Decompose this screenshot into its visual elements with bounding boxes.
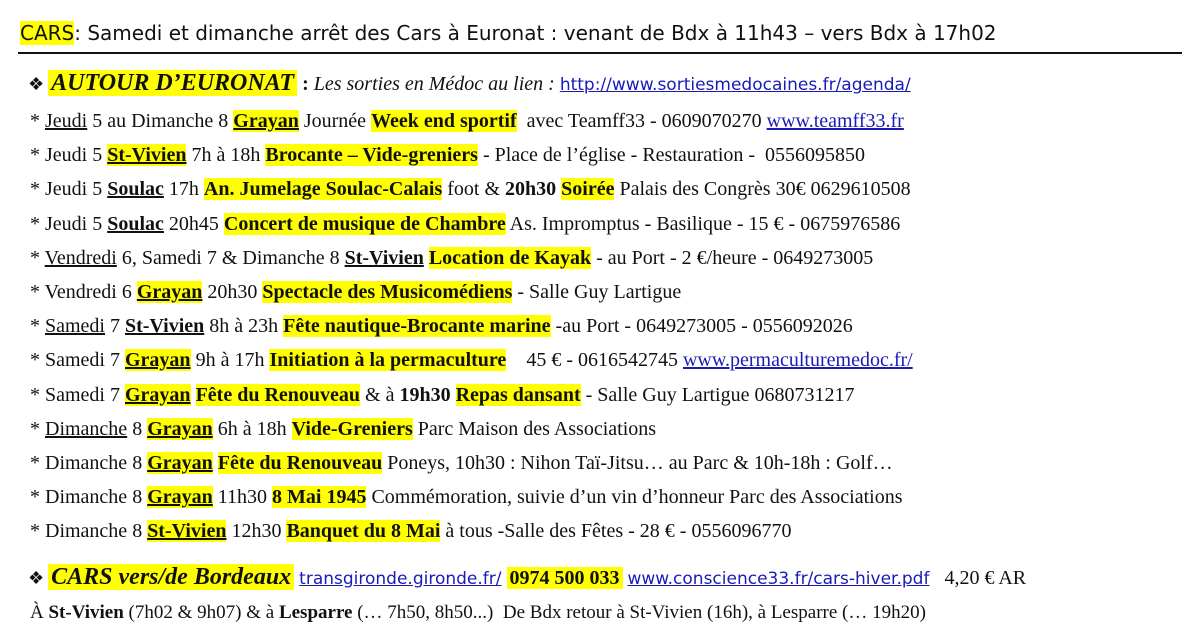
event-text: 20h30	[505, 178, 557, 201]
event-text: 19h30	[399, 383, 451, 406]
schedule-text-b: (7h02 & 9h07) & à	[123, 602, 279, 623]
event-text: - Salle Guy Lartigue 0680731217	[580, 383, 855, 406]
event-highlight: Vide-Greniers	[291, 417, 413, 440]
event-text: Soulac	[107, 212, 164, 235]
section-autour-euronat	[28, 68, 911, 98]
event-text: 20h30	[202, 280, 263, 303]
event-highlight: Concert de musique de Chambre	[223, 212, 506, 235]
event-highlight: Spectacle des Musicomédiens	[262, 280, 513, 303]
cars-price: 4,20 € AR	[929, 567, 1027, 589]
event-row	[30, 309, 1190, 343]
event-text: *	[30, 110, 45, 132]
event-text: 8h à 23h	[204, 315, 284, 338]
schedule-place-lesparre: Lesparre	[278, 602, 353, 623]
event-text: * Samedi 7	[30, 383, 125, 406]
schedule-place-st-vivien: St-Vivien	[48, 602, 124, 623]
event-text: foot &	[442, 178, 506, 201]
event-highlight: Soirée	[561, 178, 615, 201]
event-text: Vendredi	[44, 246, 117, 269]
event-text: - au Port - 2 €/heure - 0649273005	[591, 246, 874, 269]
event-text: 9h à 17h	[190, 349, 270, 372]
cars-hiver-link[interactable]: www.conscience33.fr/cars-hiver.pdf	[627, 569, 930, 589]
cars-notice	[20, 18, 1180, 48]
schedule-text-a: À	[30, 602, 49, 623]
event-highlight: Repas dansant	[455, 383, 581, 406]
event-text: St-Vivien	[125, 315, 205, 338]
event-row	[30, 275, 1190, 309]
event-text: - Place de l’église - Restauration - 0556095850	[477, 144, 866, 167]
event-text: 6h à 18h	[212, 417, 292, 440]
event-link[interactable]: www.teamff33.fr	[766, 110, 904, 132]
cars-notice-text: : Samedi et dimanche arrêt des Cars à Euronat : venant de Bdx à 11h43 – vers Bdx à 17h02	[74, 21, 997, 45]
event-text: *	[30, 417, 45, 440]
event-highlight: Grayan	[233, 110, 299, 132]
event-text: 17h	[163, 178, 204, 201]
event-highlight: Fête nautique-Brocante marine	[283, 315, 551, 338]
event-text: 7	[105, 315, 125, 338]
transgironde-link[interactable]: transgironde.gironde.fr/	[299, 569, 502, 589]
event-text: 8	[127, 417, 148, 440]
event-text: *	[30, 315, 45, 338]
event-highlight: Banquet du 8 Mai	[286, 520, 441, 543]
event-text: St-Vivien	[344, 246, 424, 269]
event-text: 7h à 18h	[186, 144, 266, 167]
cars-phone: 0974 500 033	[507, 567, 623, 589]
sorties-note: Les sorties en Médoc au lien :	[313, 73, 560, 95]
event-highlight: Brocante – Vide-greniers	[265, 144, 478, 167]
event-text: Commémoration, suivie d’un vin d’honneur Parc des Associations	[366, 486, 903, 509]
event-text: * Dimanche 8	[30, 486, 148, 509]
event-text: 11h30	[212, 486, 273, 509]
event-text: Samedi	[45, 315, 105, 338]
cars-schedule	[30, 598, 926, 628]
event-highlight: 8 Mai 1945	[272, 486, 367, 509]
event-text: -au Port - 0649273005 - 0556092026	[550, 315, 853, 338]
event-text: Dimanche	[45, 417, 128, 440]
event-text: 5 au Dimanche 8	[87, 110, 234, 132]
event-text	[191, 384, 196, 406]
event-highlight: Fête du Renouveau	[195, 383, 361, 406]
event-text: Soulac	[107, 178, 164, 201]
cars-label: CARS	[20, 21, 75, 45]
event-list	[30, 104, 1190, 548]
sorties-agenda-link[interactable]: http://www.sortiesmedocaines.fr/agenda/	[559, 75, 911, 95]
event-text: & à	[360, 383, 400, 406]
header-divider	[18, 52, 1182, 54]
event-text: * Jeudi 5	[30, 178, 108, 201]
event-highlight: Location de Kayak	[428, 246, 592, 269]
event-text: 45 € - 0616542745	[506, 349, 683, 372]
event-text: 6, Samedi 7 & Dimanche 8	[116, 246, 345, 269]
diamond-bullet-icon: ❖	[28, 568, 45, 588]
event-text: Journée	[298, 110, 372, 132]
event-highlight: Grayan	[125, 349, 191, 372]
schedule-text-c: (… 7h50, 8h50...) De Bdx retour à St-Vivien (16h), à Lesparre (… 19h20)	[352, 602, 926, 623]
event-text: * Jeudi 5	[30, 212, 108, 235]
event-text: à tous -Salle des Fêtes - 28 € - 0556096770	[440, 520, 792, 543]
event-highlight: Grayan	[147, 417, 213, 440]
event-text: As. Impromptus - Basilique - 15 € - 0675976586	[505, 212, 901, 235]
event-text: * Dimanche 8	[30, 520, 148, 543]
event-row	[30, 138, 1190, 172]
event-row	[30, 412, 1190, 446]
event-highlight: St-Vivien	[147, 520, 227, 543]
event-text: * Samedi 7	[30, 349, 125, 372]
event-highlight: Grayan	[147, 451, 213, 474]
event-link[interactable]: www.permaculturemedoc.fr/	[682, 349, 913, 372]
event-text: * Vendredi 6	[30, 280, 137, 303]
event-row	[30, 343, 1190, 377]
event-text: Palais des Congrès 30€ 0629610508	[614, 178, 911, 201]
event-highlight: Initiation à la permaculture	[269, 349, 507, 372]
event-text: *	[30, 246, 45, 269]
event-row	[30, 378, 1190, 412]
event-highlight: Week end sportif	[371, 110, 517, 132]
event-highlight: Fête du Renouveau	[217, 451, 383, 474]
event-text	[213, 452, 218, 474]
section-cars-bordeaux	[28, 562, 1026, 592]
event-text: avec Teamff33 - 0609070270	[516, 110, 767, 132]
event-highlight: Grayan	[136, 280, 203, 303]
event-text: 12h30	[226, 520, 287, 543]
section-title-autour: AUTOUR D’EURONAT	[48, 70, 297, 96]
event-text: - Salle Guy Lartigue	[512, 280, 682, 303]
event-row	[30, 514, 1190, 548]
event-row	[30, 172, 1190, 206]
section-title-colon: :	[297, 73, 314, 95]
event-row	[30, 104, 1190, 138]
event-row	[30, 446, 1190, 480]
event-row	[30, 480, 1190, 514]
event-highlight: Grayan	[147, 486, 213, 509]
diamond-bullet-icon: ❖	[28, 74, 45, 94]
event-highlight: St-Vivien	[107, 144, 187, 167]
event-text: Poneys, 10h30 : Nihon Taï-Jitsu… au Parc & 10h-18h : Golf…	[382, 451, 893, 474]
event-text: Jeudi	[45, 110, 88, 132]
event-row	[30, 207, 1190, 241]
section-title-cars: CARS vers/de Bordeaux	[48, 564, 294, 590]
event-text	[451, 384, 456, 406]
event-row	[30, 241, 1190, 275]
event-text: * Dimanche 8	[30, 451, 148, 474]
event-highlight: Grayan	[125, 383, 191, 406]
event-text: * Jeudi 5	[30, 144, 108, 167]
event-text: 20h45	[163, 212, 224, 235]
event-text: Parc Maison des Associations	[412, 417, 657, 440]
event-highlight: An. Jumelage Soulac-Calais	[203, 178, 443, 201]
